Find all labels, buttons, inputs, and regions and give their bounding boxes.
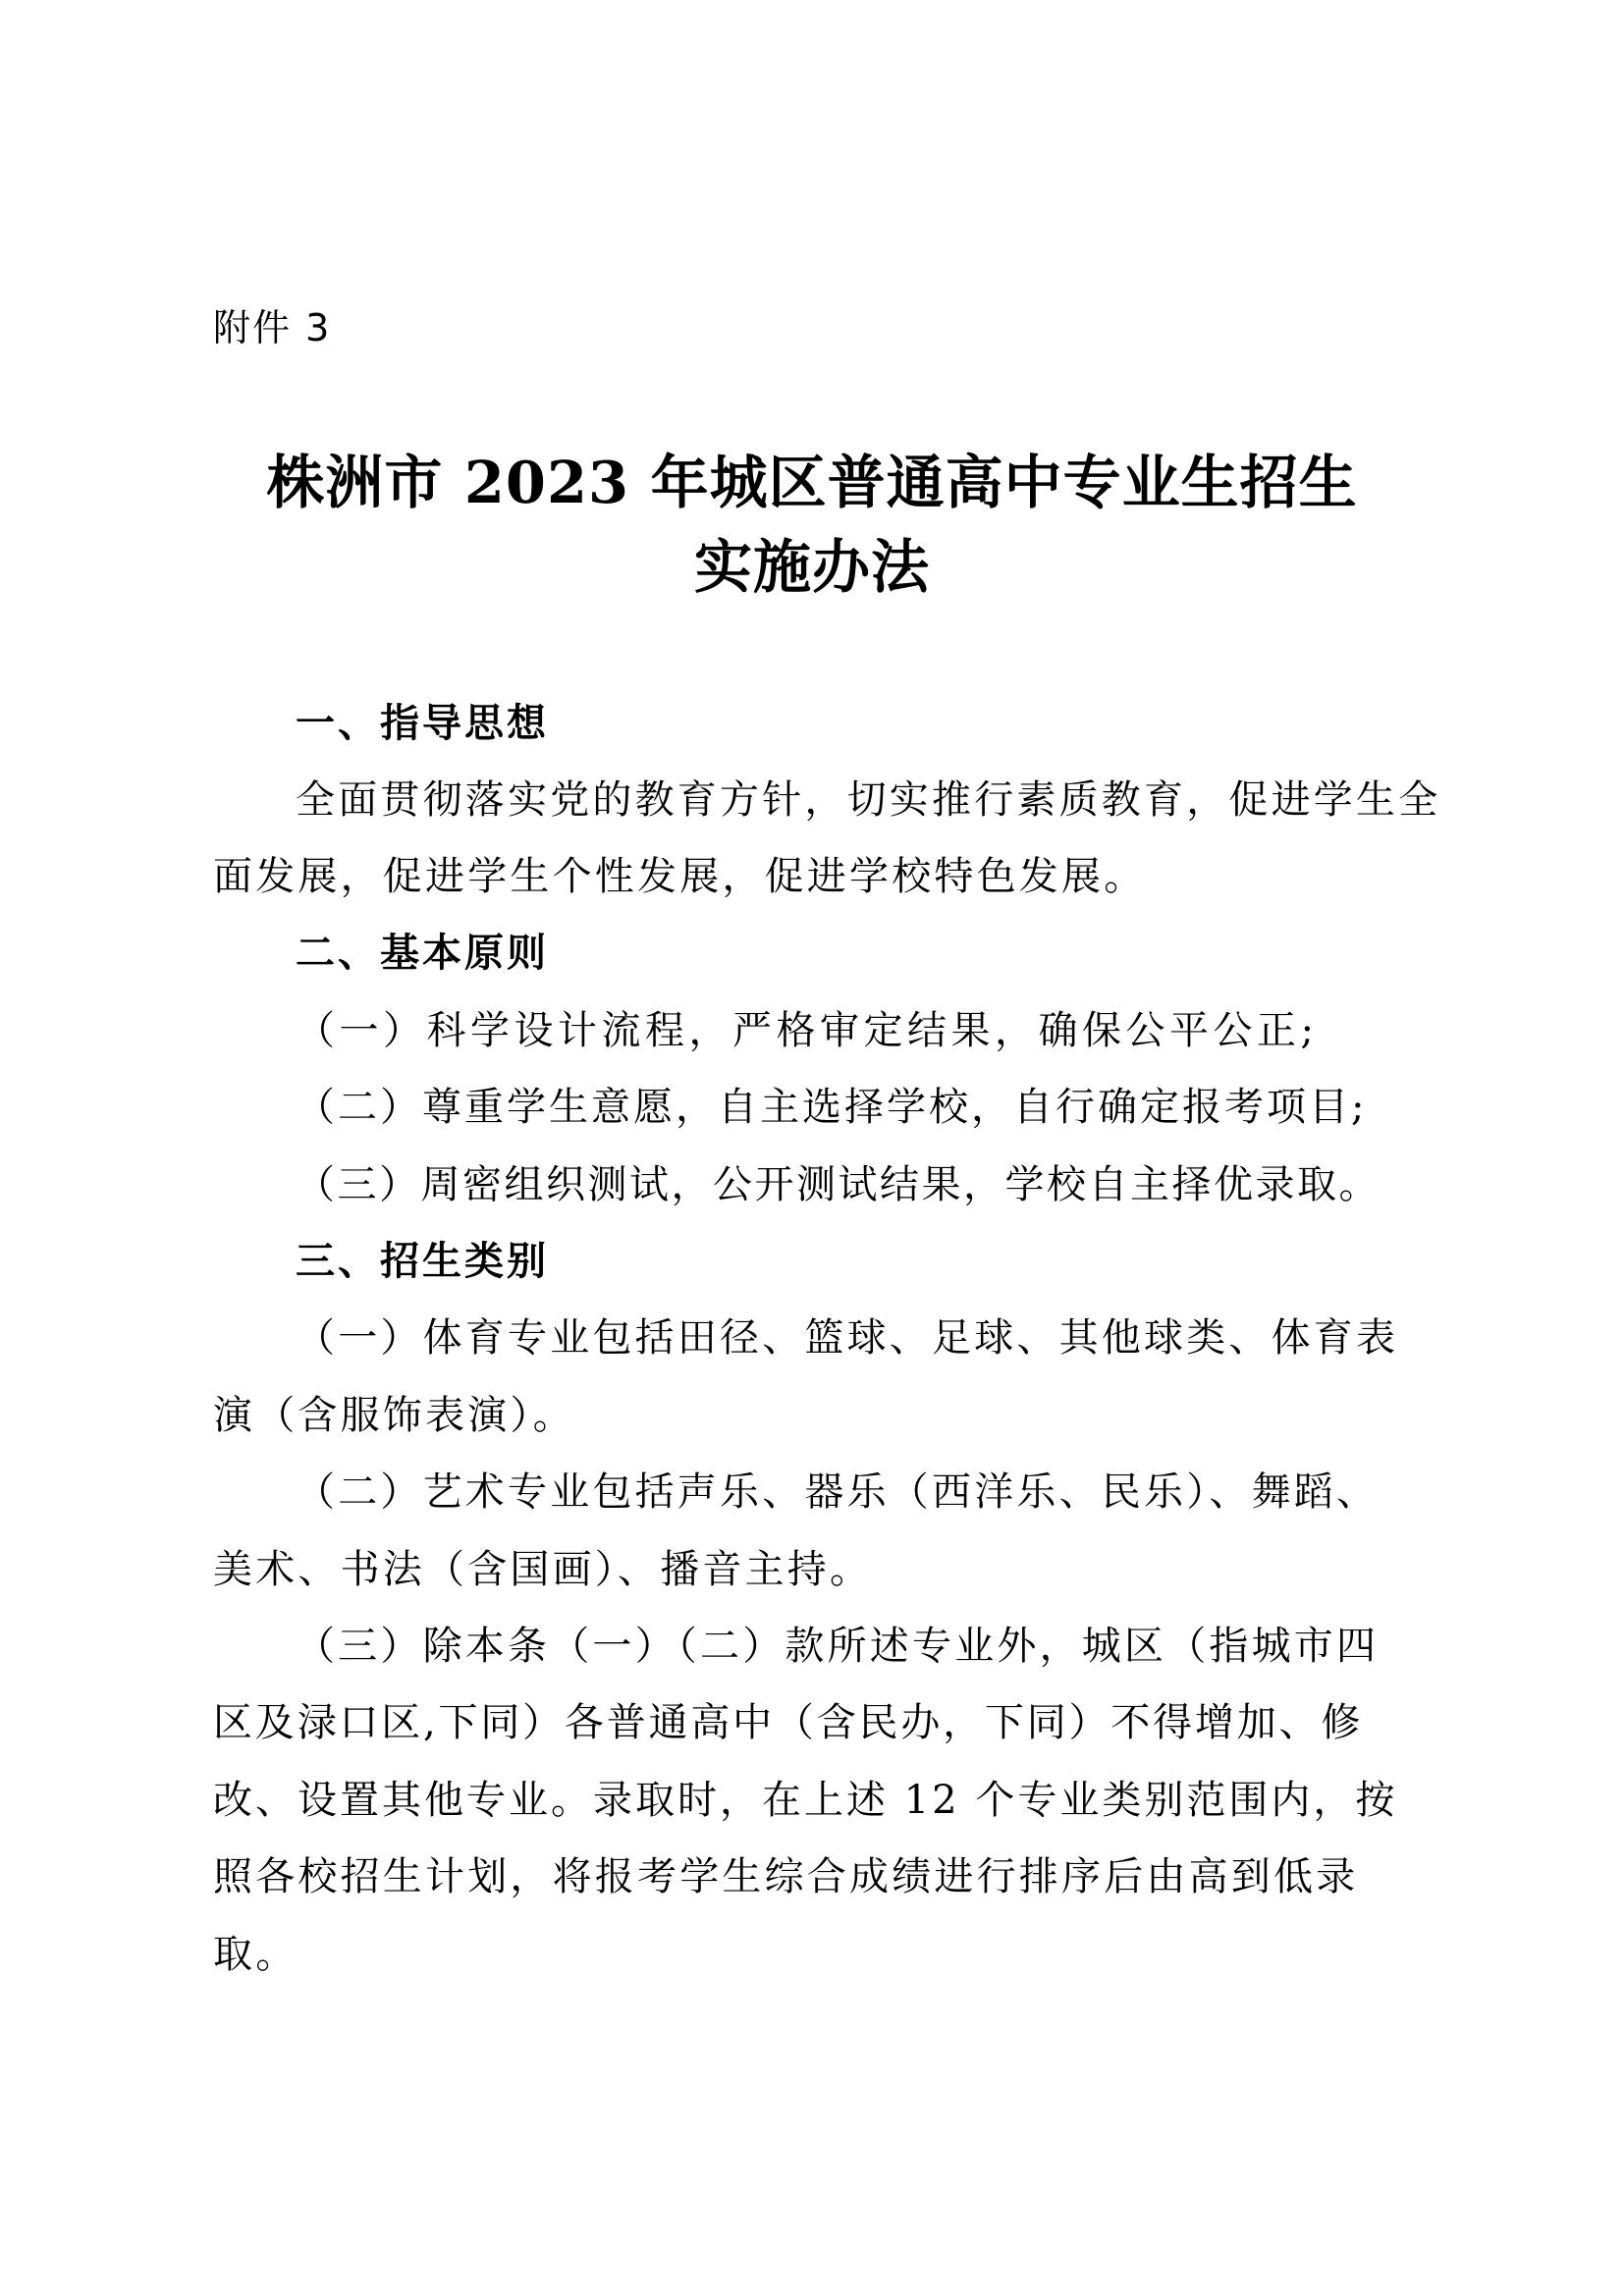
paragraph-line: （二）艺术专业包括声乐、器乐（西洋乐、民乐）、舞蹈、	[296, 1469, 1380, 1515]
section-heading-basic-principles: 二、基本原则	[296, 931, 549, 976]
paragraph-line: （一）科学设计流程，严格审定结果，确保公平公正;	[296, 1008, 1319, 1053]
paragraph-line: （三）周密组织测试，公开测试结果，学校自主择优录取。	[296, 1162, 1380, 1207]
paragraph-line: 改、设置其他专业。录取时，在上述 12 个专业类别范围内，按	[213, 1778, 1398, 1823]
paragraph-line: 取。	[213, 1932, 298, 1977]
paragraph-line: 照各校招生计划，将报考学生综合成绩进行排序后由高到低录	[213, 1854, 1359, 1899]
document-title-line-1: 株洲市 2023 年城区普通高中专业生招生	[266, 449, 1358, 516]
paragraph-line: 美术、书法（含国画）、播音主持。	[213, 1547, 873, 1592]
attachment-label: 附件 3	[213, 306, 332, 349]
document-title-line-2: 实施办法	[693, 533, 930, 601]
paragraph-line: 区及渌口区,下同）各普通高中（含民办，下同）不得增加、修	[213, 1700, 1364, 1745]
paragraph-line: 全面贯彻落实党的教育方针，切实推行素质教育，促进学生全	[296, 777, 1441, 823]
paragraph-line: 演（含服饰表演）。	[213, 1393, 575, 1438]
section-heading-enrollment-categories: 三、招生类别	[296, 1239, 549, 1284]
paragraph-line: （三）除本条（一）（二）款所述专业外，城区（指城市四	[296, 1624, 1380, 1669]
paragraph-line: （一）体育专业包括田径、篮球、足球、其他球类、体育表	[296, 1315, 1399, 1361]
section-heading-guiding-ideology: 一、指导思想	[296, 701, 549, 746]
paragraph-line: （二）尊重学生意愿，自主选择学校，自行确定报考项目;	[296, 1085, 1368, 1130]
paragraph-line: 面发展，促进学生个性发展，促进学校特色发展。	[213, 854, 1147, 899]
